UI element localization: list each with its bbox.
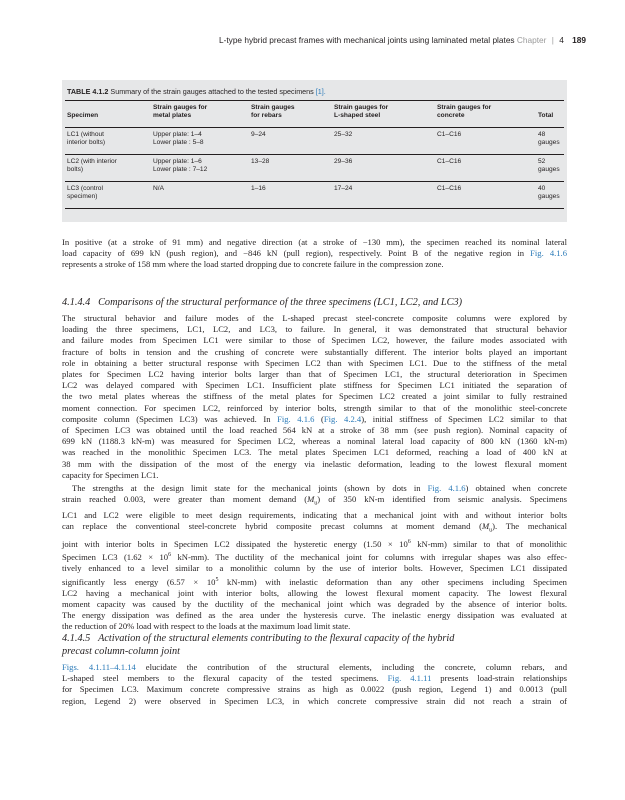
- table-row: LC3 (control specimen) N/A 1–16 17–24 C1–C16 40 gauges: [67, 185, 560, 201]
- section-heading-4-1-4-4: 4.1.4.4 Comparisons of the structural performance of the three specimens (LC1, LC2, and LC3): [62, 297, 463, 308]
- table-row: LC1 (without interior bolts) Upper plate: 1–4 Lower plate : 5–8 9–24 25–32 C1–C16 48 gauges: [67, 131, 560, 147]
- running-head-chapter-number: 4: [559, 35, 564, 45]
- fig-link[interactable]: Fig. 4.1.6: [530, 248, 568, 259]
- page-number: 189: [572, 35, 586, 45]
- table-label: TABLE 4.1.2: [67, 87, 109, 96]
- fig-link[interactable]: Fig. 4.2.4: [323, 413, 362, 424]
- header-rebars: Strain gauges for rebars: [251, 104, 295, 120]
- table-caption: [67, 88, 326, 96]
- fig-link[interactable]: Fig. 4.1.6: [277, 413, 315, 424]
- paragraph-1: In positive (at a stroke of 91 mm) and negative direction (at a stroke of −130 mm), the specimen reached its nominal lateral load capacity of 699 kN (push region), and −846 kN (pull region), respectively. Point B of the negative region in Fig. 4.1.6 represents a stroke of 158 mm where the load started dropping due to concrete failure in the compression zone.: [62, 237, 568, 270]
- running-head-title: L-type hybrid precast frames with mechanical joints using laminated metal plates: [218, 35, 515, 45]
- header-specimen: Specimen: [67, 112, 99, 119]
- fig-link[interactable]: Fig. 4.1.11: [387, 673, 432, 684]
- paragraph-4: Figs. 4.1.11–4.1.14 elucidate the contribution of the structural elements, including the concrete, column rebars, and L-shaped steel members to the flexural capacity of the tested specimens. Fig. 4.1.11 presents load-strain relationships for Specimen LC3. Maximum concrete compressive strains as high as 0.0022 (push region, Legend 1) and 0.0013 (pull region, Legend 2) were observed in Specimen LC3, in which concrete compressive strain did not reach a strain of: [62, 662, 567, 706]
- paragraph-3: The strengths at the design limit state for the mechanical joints (shown by dots in Fig. 4.1.6) obtained when concrete strain reached 0.003, were greater than moment demand $(M_u)$ of 350 kN-m identified from seismic analysis. Specimens LC1 and LC2 were eligible to meet design requirements, indicating that a mechanical joint with and without interior bolts can replace the conventional steel-concrete hybrid composite precast columns at moment demand $(M_u)$. The mechanical joint with interior bolts in Specimen LC2 dissipated the hysteretic energy ($1.50 \times 10^6$ kN-mm) similar to that of monolithic Specimen LC3 ($1.62 \times 10^6$ kN-mm). The ductility of the mechanical joint for columns with irregular shapes was also effec- tively enhanced to a level similar to a monolithic column by the use of interior bolts. However, Specimen LC1 dissipated significantly less energy ($6.57 \times 10^5$ kN-mm) with inelastic deformation than any other specimens including Specimen LC2 having a mechanical joint with interior bolts, allowing the lowest flexural moment capacity. The lowest flexural moment capacity was caused by the ductility of the mechanical joint which was degraded by the absence of interior bolts. The energy dissipation was defined as the area under the hysteresis curve. The inelastic energy dissipation was evaluated at the reduction of 20% load with respect to the loads at the maximum load limit state.: [62, 483, 567, 632]
- table-header-rule: [65, 127, 564, 128]
- table-top-rule: [65, 100, 564, 101]
- table-row-rule: [65, 154, 564, 155]
- fig-link[interactable]: Figs. 4.1.11–4.1.14: [62, 662, 136, 672]
- header-metal-plates: Strain gauges for metal plates: [153, 104, 208, 120]
- table-row: LC2 (with interior bolts) Upper plate: 1–6 Lower plate : 7–12 13–28 29–36 C1–C16 52 gauges: [67, 158, 560, 174]
- running-head-chapter: Chapter: [516, 35, 547, 45]
- table-header-row: [62, 102, 567, 126]
- running-head: [40, 35, 586, 45]
- header-concrete: Strain gauges for concrete: [437, 104, 492, 120]
- table-reference-link[interactable]: [1].: [315, 87, 326, 96]
- fig-link[interactable]: Fig. 4.1.6: [427, 483, 466, 493]
- header-l-shaped-steel: Strain gauges for L-shaped steel: [334, 104, 389, 120]
- strain-gauge-table: [62, 80, 567, 222]
- section-heading-4-1-4-5: 4.1.4.5 Activation of the structural elements contributing to the flexural capacity of the hybrid precast column-column joint: [62, 633, 455, 657]
- running-head-separator: |: [551, 35, 554, 45]
- table-bottom-rule: [65, 208, 564, 209]
- header-total: Total: [538, 112, 554, 119]
- table-row-rule: [65, 181, 564, 182]
- paragraph-2: The structural behavior and failure modes of the L-shaped precast steel-concrete composite columns were explored by loading the three specimens, LC1, LC2, and LC3, to failure. In general, it was demonstrated that structural behavior and failure modes from Specimen LC1 were similar to those of Specimen LC2, however, the failure modes associated with fracture of bolts in tension and the crushing of concrete were substantially different. The interior bolts played an important role in obtaining a better structural response with Specimen LC2 than with Specimen LC1. Due to the stiffness of the metal plates for Specimen LC2 having interior bolts larger than that of Specimen LC1, the structural deterioration in Specimen LC2 was delayed compared with Specimen LC1. Insufficient plate stiffness for Specimen LC1 initiated the separation of the two metal plates whereas the stiffness of the metal plates for Specimen LC2 created a joint similar to fully restrained moment connection. For specimen LC2, reinforced by interior bolts, strength similar to that of the monolithic steel-concrete composite column (Specimen LC3) was achieved. In Fig. 4.1.6 (Fig. 4.2.4), initial stiffness of Specimen LC2 similar to that of Specimen LC3 was obtained until the load reached 564 kN at a stroke of 38 mm (see push region). Nominal capacity of 699 kN (1188.3 kN-m) was measured for Specimen LC2, whereas a nominal lateral load capacity of 800 kN (1360 kN-m) was reached in the monolithic Specimen LC3. The metal plates Specimen LC1 deformed, reaching a load of 400 kN at 38 mm with the dissipation of the most of the energy via inelastic deformation, leading to the lowest flexural moment capacity for Specimen LC1.: [62, 313, 567, 480]
- table-title: Summary of the strain gauges attached to the tested specimens: [110, 87, 314, 96]
